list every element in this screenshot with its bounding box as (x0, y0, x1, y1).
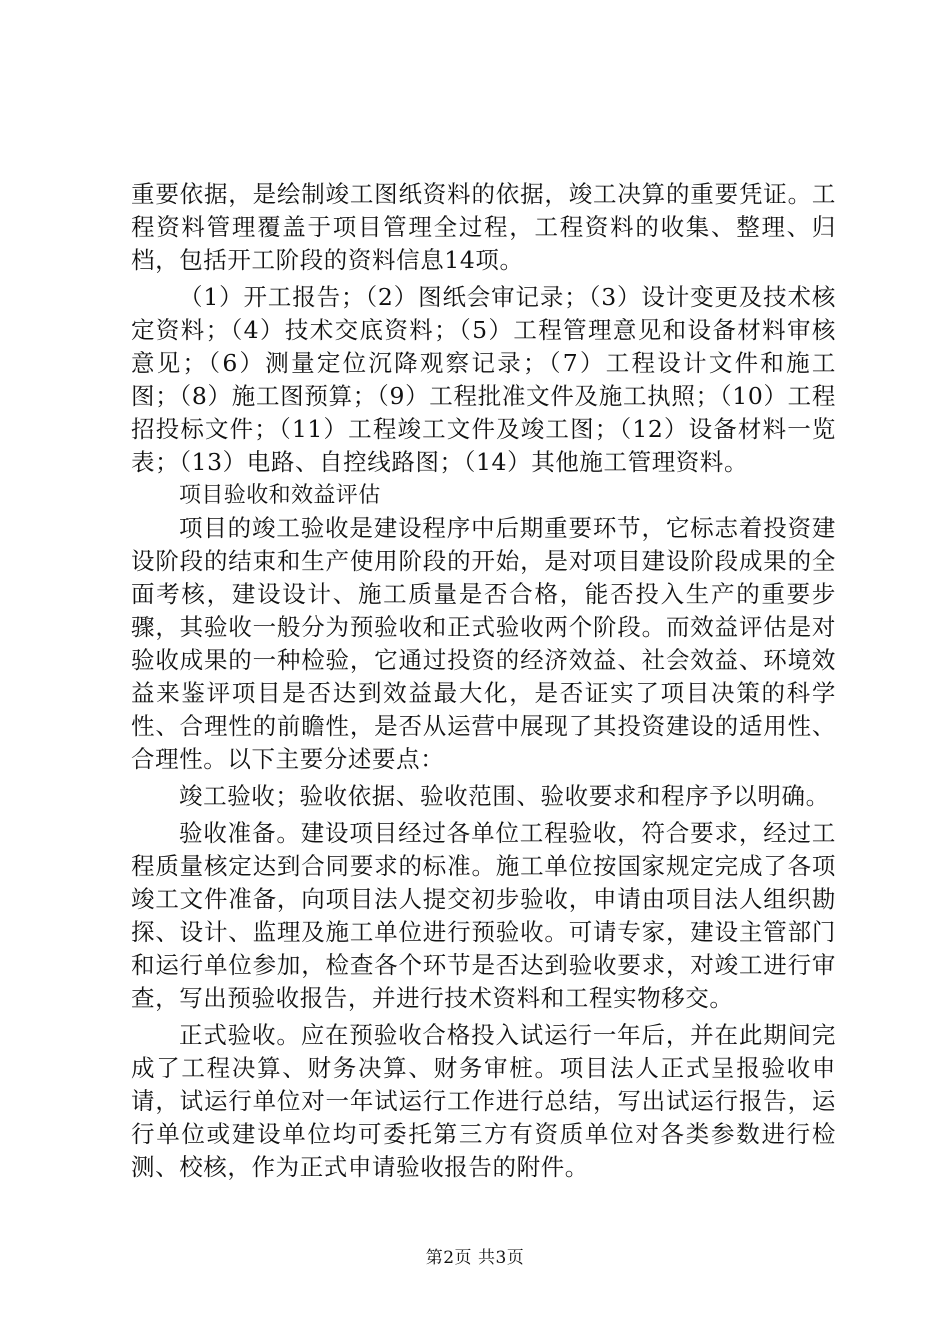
section-heading: 项目验收和效益评估 (179, 483, 381, 508)
paragraph-completion-acceptance: 竣工验收；验收依据、验收范围、验收要求和程序予以明确。 (179, 782, 830, 810)
paragraph-formal-acceptance: 正式验收。应在预验收合格投入试运行一年后，并在此期间完成了工程决算、财务决算、财务审桩。项目法人正式呈报验收申请，试运行单位对一年试运行工作进行总结，写出试运行报告，运行单位或建设单位均可委托第三方有资质单位对各类参数进行检测、校核，作为正式申请验收报告的附件。 (131, 1021, 836, 1181)
paragraph-acceptance-preparation: 验收准备。建设项目经过各单位工程验收，符合要求，经过工程质量核定达到合同要求的标准。施工单位按国家规定完成了各项竣工文件准备，向项目法人提交初步验收，申请由项目法人组织勘探、设计、监理及施工单位进行预验收。可请专家，建设主管部门和运行单位参加，检查各个环节是否达到验收要求，对竣工进行审查，写出预验收报告，并进行技术资料和工程实物移交。 (131, 819, 836, 1012)
paragraph-acceptance-overview: 项目的竣工验收是建设程序中后期重要环节，它标志着投资建设阶段的结束和生产使用阶段的开始，是对项目建设阶段成果的全面考核，建设设计、施工质量是否合格，能否投入生产的重要步骤，其验收一般分为预验收和正式验收两个阶段。而效益评估是对验收成果的一种检验，它通过投资的经济效益、社会效益、环境效益来鉴评项目是否达到效益最大化，是否证实了项目决策的科学性、合理性的前瞻性，是否从运营中展现了其投资建设的适用性、合理性。以下主要分述要点： (131, 514, 836, 773)
document-body (131, 178, 836, 1184)
page-footer: 第2页 共3页 (425, 1248, 525, 1268)
paragraph-continuation: 重要依据，是绘制竣工图纸资料的依据，竣工决算的重要凭证。工程资料管理覆盖于项目管理全过程，工程资料的收集、整理、归档，包括开工阶段的资料信息14项。 (131, 180, 836, 274)
paragraph-materials-list: （1）开工报告；（2）图纸会审记录；（3）设计变更及技术核定资料；（4）技术交底资料；（5）工程管理意见和设备材料审核意见；（6）测量定位沉降观察记录；（7）工程设计文件和施工图；（8）施工图预算；（9）工程批准文件及施工执照；（10）工程招投标文件；（11）工程竣工文件及竣工图；（12）设备材料一览表；（13）电路、自控线路图；（14）其他施工管理资料。 (131, 283, 836, 476)
